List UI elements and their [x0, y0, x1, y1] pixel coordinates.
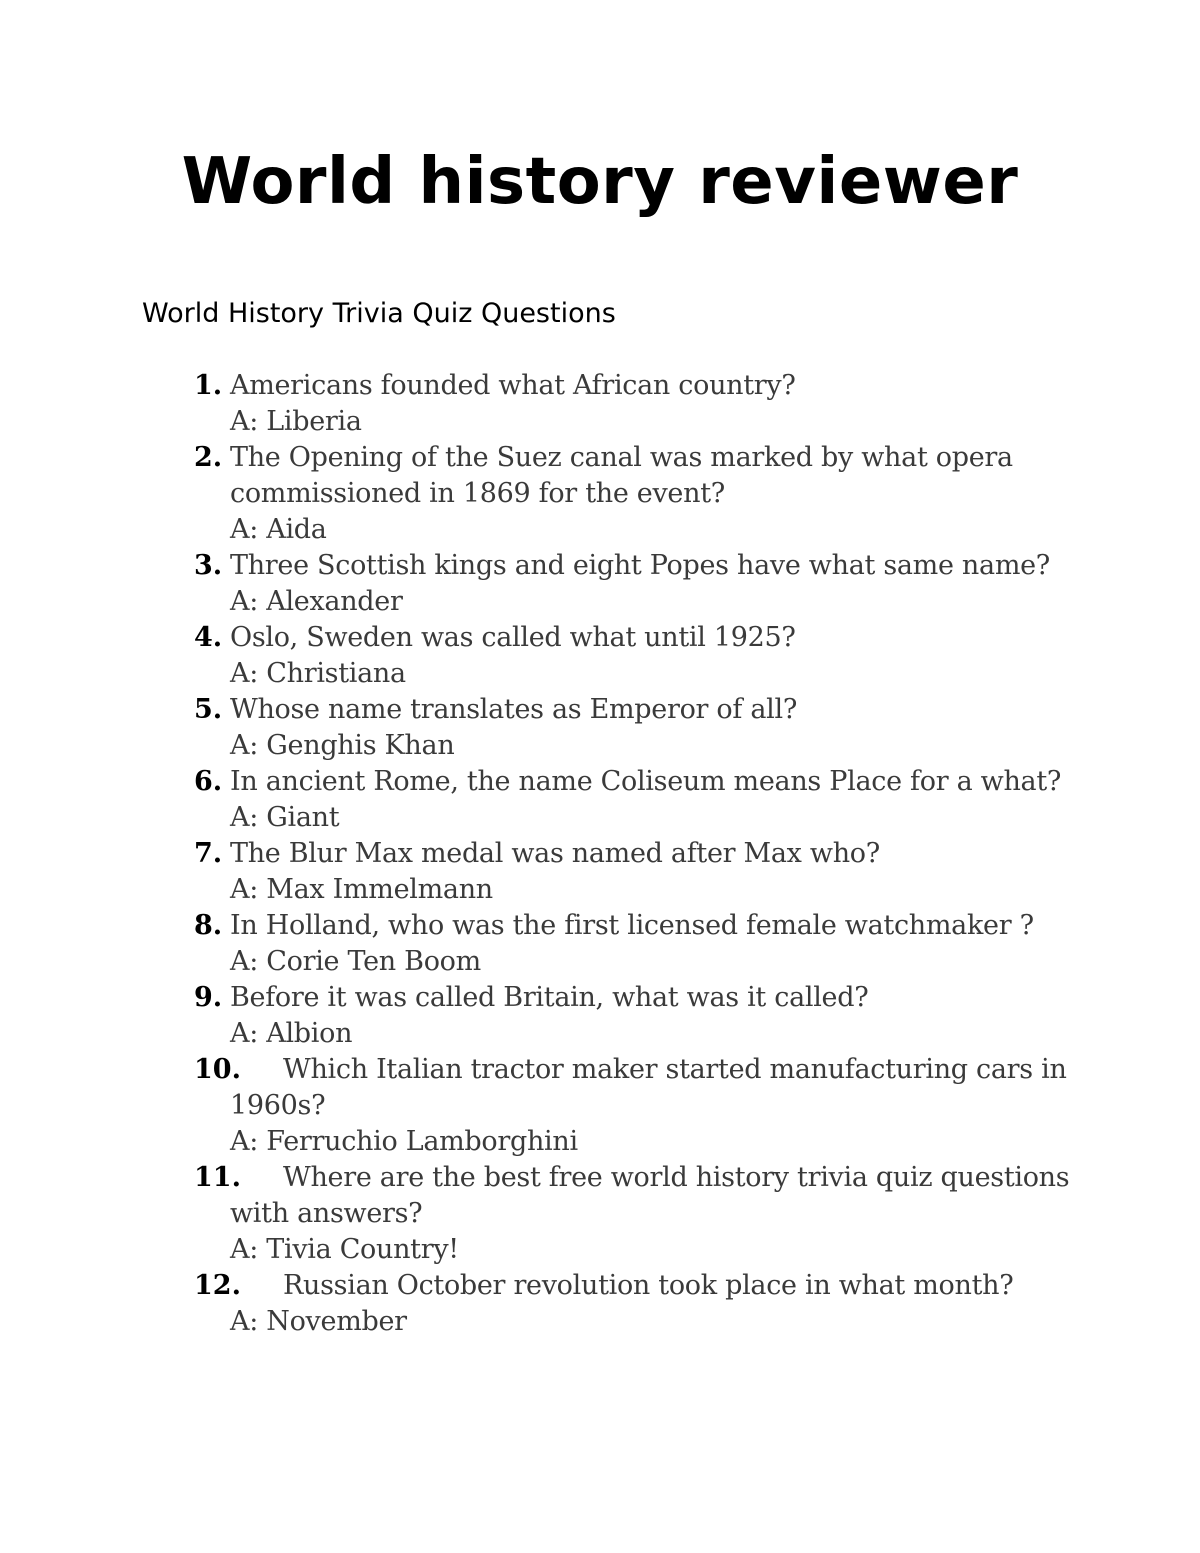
- list-item: [0, 1268, 1080, 1340]
- answer-text: A: Genghis Khan: [230, 730, 455, 761]
- list-item: [0, 764, 1080, 836]
- question-number: 12.: [194, 1270, 241, 1301]
- answer-text: A: Corie Ten Boom: [230, 946, 481, 977]
- question-text: In Holland, who was the first licensed female watchmaker ?: [230, 910, 1034, 941]
- answer-text: A: Aida: [230, 514, 327, 545]
- question-number: 5.: [194, 694, 223, 725]
- question-text: Oslo, Sweden was called what until 1925?: [230, 622, 796, 653]
- list-item: [0, 368, 1080, 440]
- question-number: 1.: [194, 370, 223, 401]
- question-text: Before it was called Britain, what was it called?: [230, 982, 869, 1013]
- question-text: The Opening of the Suez canal was marked by what opera commissioned in 1869 for the event?: [230, 442, 1013, 509]
- list-item: [0, 836, 1080, 908]
- question-text: Three Scottish kings and eight Popes have what same name?: [230, 550, 1050, 581]
- question-text: In ancient Rome, the name Coliseum means Place for a what?: [230, 766, 1062, 797]
- question-text: Russian October revolution took place in what month?: [283, 1270, 1014, 1301]
- list-item: [0, 908, 1080, 980]
- page-title: World history reviewer: [181, 145, 1019, 219]
- question-number: 7.: [194, 838, 223, 869]
- question-number: 9.: [194, 982, 223, 1013]
- answer-text: A: Ferruchio Lamborghini: [230, 1126, 578, 1157]
- answer-text: A: Alexander: [230, 586, 403, 617]
- list-item: [0, 1160, 1080, 1268]
- answer-text: A: Giant: [230, 802, 340, 833]
- question-text: The Blur Max medal was named after Max who?: [230, 838, 880, 869]
- question-text: Where are the best free world history trivia quiz questions with answers?: [230, 1162, 1070, 1229]
- list-item: [0, 692, 1080, 764]
- answer-text: A: Albion: [230, 1018, 353, 1049]
- question-text: Which Italian tractor maker started manufacturing cars in 1960s?: [230, 1054, 1067, 1121]
- question-number: 4.: [194, 622, 223, 653]
- answer-text: A: Tivia Country!: [230, 1234, 459, 1265]
- answer-text: A: Liberia: [230, 406, 362, 437]
- list-item: [0, 620, 1080, 692]
- list-item: [0, 548, 1080, 620]
- list-item: [0, 440, 1080, 548]
- answer-text: A: Christiana: [230, 658, 406, 689]
- list-item: [0, 1052, 1080, 1160]
- question-text: Whose name translates as Emperor of all?: [230, 694, 797, 725]
- answer-text: A: November: [230, 1306, 407, 1337]
- question-number: 3.: [194, 550, 223, 581]
- question-text: Americans founded what African country?: [230, 370, 796, 401]
- section-heading: World History Trivia Quiz Questions: [142, 298, 616, 329]
- question-number: 6.: [194, 766, 223, 797]
- question-number: 2.: [194, 442, 223, 473]
- question-number: 10.: [194, 1054, 241, 1085]
- question-number: 8.: [194, 910, 223, 941]
- question-list: [0, 368, 1200, 1340]
- question-number: 11.: [194, 1162, 241, 1193]
- list-item: [0, 980, 1080, 1052]
- answer-text: A: Max Immelmann: [230, 874, 493, 905]
